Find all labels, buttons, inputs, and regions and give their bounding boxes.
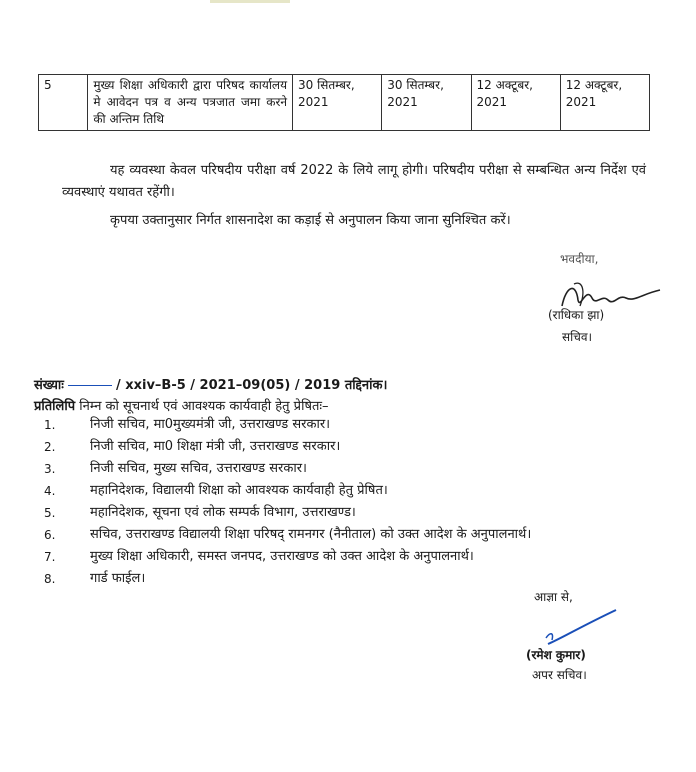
reference-blank-line <box>68 385 112 386</box>
item-text: मुख्य शिक्षा अधिकारी, समस्त जनपद, उत्तराखण्ड को उक्त आदेश के अनुपालनार्थ। <box>90 549 474 564</box>
signatory-title: सचिव। <box>562 330 593 344</box>
item-number: 5. <box>44 506 56 520</box>
item-text: निजी सचिव, मुख्य सचिव, उत्तराखण्ड सरकार। <box>90 461 307 476</box>
table-row <box>39 75 650 131</box>
signature-stroke-icon <box>542 608 622 648</box>
secretary-signature-block <box>548 250 668 365</box>
list-item <box>40 546 652 568</box>
schedule-table <box>38 74 650 131</box>
item-number: 6. <box>44 528 56 542</box>
list-item <box>40 502 652 524</box>
copy-to-label: प्रतिलिपि <box>34 399 76 414</box>
validity-paragraph <box>62 160 646 204</box>
item-number: 8. <box>44 572 56 586</box>
item-text: निजी सचिव, मा0 शिक्षा मंत्री जी, उत्तराखण्ड सरकार। <box>90 439 341 454</box>
item-number: 2. <box>44 440 56 454</box>
paragraph-text: कृपया उक्तानुसार निर्गत शासनादेश का कड़ाई से अनुपालन किया जाना सुनिश्चित करें। <box>110 213 511 228</box>
row-description: मुख्य शिक्षा अधिकारी द्वारा परिषद कार्यालय मे आवेदन पत्र व अन्य पत्रजात जमा करने की अन्तिम तिथि <box>88 75 293 131</box>
copy-to-heading <box>34 396 329 414</box>
item-text: महानिदेशक, विद्यालयी शिक्षा को आवश्यक कार्यवाही हेतु प्रेषित। <box>90 483 388 498</box>
closing-text: भवदीया, <box>560 252 599 266</box>
date-cell: 30 सितम्बर, 2021 <box>293 75 382 131</box>
additional-secretary-signature-block <box>520 588 670 698</box>
reference-number: / xxiv–B-5 / 2021–09(05) / 2019 तद्दिनांक। <box>115 378 388 393</box>
date-cell: 30 सितम्बर, 2021 <box>382 75 471 131</box>
reference-label: संख्याः <box>34 378 64 393</box>
list-item <box>40 524 652 546</box>
closing-text: आज्ञा से, <box>534 590 573 604</box>
list-item <box>40 458 652 480</box>
item-number: 4. <box>44 484 56 498</box>
item-text: निजी सचिव, मा0मुख्यमंत्री जी, उत्तराखण्ड सरकार। <box>90 417 331 432</box>
signatory-name: (रमेश कुमार) <box>526 648 586 662</box>
list-item <box>40 436 652 458</box>
reference-line <box>34 375 387 393</box>
recipient-list <box>40 414 652 590</box>
compliance-paragraph <box>62 210 646 232</box>
item-number: 3. <box>44 462 56 476</box>
item-text: महानिदेशक, सूचना एवं लोक सम्पर्क विभाग, उत्तराखण्ड। <box>90 505 356 520</box>
paragraph-text: यह व्यवस्था केवल परिषदीय परीक्षा वर्ष 2022 के लिये लागू होगी। परिषदीय परीक्षा से सम्बन्धित अन्य निर्देश एवं व्यवस्थाएं यथावत रहेंगी। <box>62 163 646 200</box>
signatory-title: अपर सचिव। <box>532 668 587 682</box>
signatory-name: (राधिका झा) <box>548 308 605 322</box>
copy-to-text: निम्न को सूचनार्थ एवं आवश्यक कार्यवाही हेतु प्रेषितः– <box>79 399 329 414</box>
list-item <box>40 480 652 502</box>
item-text: सचिव, उत्तराखण्ड विद्यालयी शिक्षा परिषद् रामनगर (नैनीताल) को उक्त आदेश के अनुपालनार्थ। <box>90 527 532 542</box>
list-item <box>40 414 652 436</box>
date-cell: 12 अक्टूबर, 2021 <box>471 75 560 131</box>
list-item <box>40 568 652 590</box>
date-cell: 12 अक्टूबर, 2021 <box>560 75 649 131</box>
item-number: 7. <box>44 550 56 564</box>
item-number: 1. <box>44 418 56 432</box>
row-number: 5 <box>39 75 88 131</box>
item-text: गार्ड फाईल। <box>90 571 146 586</box>
top-edge-mark <box>210 0 290 3</box>
